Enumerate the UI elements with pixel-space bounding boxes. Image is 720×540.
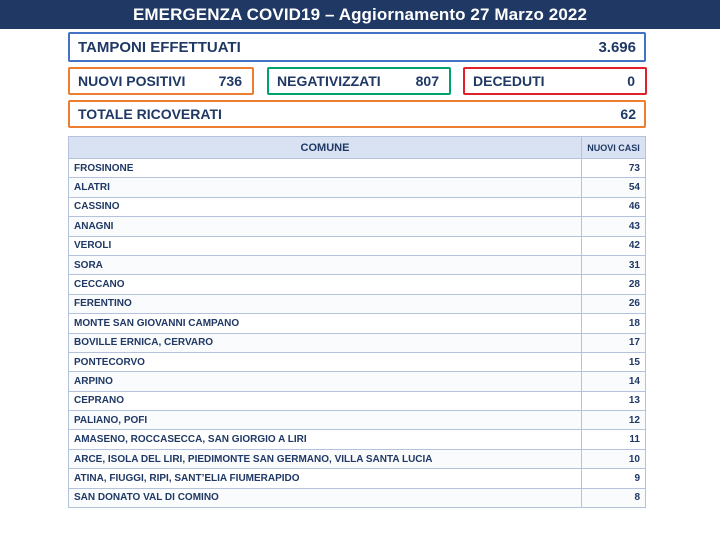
totale-ricoverati-box	[68, 100, 646, 128]
table-row	[69, 314, 646, 333]
comune-cell: PONTECORVO	[69, 352, 582, 371]
table-row	[69, 255, 646, 274]
comune-cell: ANAGNI	[69, 217, 582, 236]
nuovi-positivi-box	[68, 67, 254, 95]
nuovi-casi-cell: 15	[582, 352, 646, 371]
comune-cell: ALATRI	[69, 178, 582, 197]
nuovi-casi-cell: 46	[582, 197, 646, 216]
table-row	[69, 352, 646, 371]
page-title: EMERGENZA COVID19 – Aggiornamento 27 Marzo 2022	[132, 4, 588, 24]
nuovi-casi-cell: 8	[582, 488, 646, 507]
nuovi-casi-cell: 14	[582, 372, 646, 391]
tamponi-label: TAMPONI EFFETTUATI	[78, 38, 241, 56]
nuovi-positivi-value: 736	[218, 73, 242, 89]
table-row	[69, 411, 646, 430]
comune-cell: FERENTINO	[69, 294, 582, 313]
table-row	[69, 469, 646, 488]
nuovi-casi-cell: 18	[582, 314, 646, 333]
table-row	[69, 372, 646, 391]
table-row	[69, 178, 646, 197]
comune-cell: BOVILLE ERNICA, CERVARO	[69, 333, 582, 352]
nuovi-casi-cell: 42	[582, 236, 646, 255]
nuovi-casi-cell: 10	[582, 449, 646, 468]
table-row	[69, 488, 646, 507]
comune-cell: SAN DONATO VAL DI COMINO	[69, 488, 582, 507]
comune-cell: ARPINO	[69, 372, 582, 391]
nuovi-casi-cell: 9	[582, 469, 646, 488]
table-row	[69, 391, 646, 410]
table-row	[69, 294, 646, 313]
table-row	[69, 333, 646, 352]
deceduti-value: 0	[627, 73, 635, 89]
table-row	[69, 449, 646, 468]
comune-cell: AMASENO, ROCCASECCA, SAN GIORGIO A LIRI	[69, 430, 582, 449]
page-title-banner	[0, 0, 720, 29]
table-row	[69, 217, 646, 236]
negativizzati-value: 807	[415, 73, 439, 89]
comune-cell: FROSINONE	[69, 159, 582, 178]
negativizzati-label: NEGATIVIZZATI	[277, 73, 381, 89]
totale-ricoverati-value: 62	[620, 106, 636, 122]
totale-ricoverati-label: TOTALE RICOVERATI	[78, 106, 222, 122]
table-row	[69, 430, 646, 449]
nuovi-casi-cell: 11	[582, 430, 646, 449]
comune-cell: ARCE, ISOLA DEL LIRI, PIEDIMONTE SAN GERMANO, VILLA SANTA LUCIA	[69, 449, 582, 468]
comuni-table	[68, 136, 646, 508]
table-row	[69, 159, 646, 178]
column-header-comune: COMUNE	[69, 137, 582, 159]
nuovi-casi-cell: 26	[582, 294, 646, 313]
nuovi-positivi-label: NUOVI POSITIVI	[78, 73, 186, 89]
comune-cell: VEROLI	[69, 236, 582, 255]
nuovi-casi-cell: 12	[582, 411, 646, 430]
comune-cell: CECCANO	[69, 275, 582, 294]
comune-cell: PALIANO, POFI	[69, 411, 582, 430]
nuovi-casi-cell: 17	[582, 333, 646, 352]
table-header-row	[69, 137, 646, 159]
comune-cell: SORA	[69, 255, 582, 274]
table-row	[69, 197, 646, 216]
comune-cell: CASSINO	[69, 197, 582, 216]
nuovi-casi-cell: 13	[582, 391, 646, 410]
deceduti-box	[463, 67, 647, 95]
negativizzati-box	[267, 67, 451, 95]
nuovi-casi-cell: 28	[582, 275, 646, 294]
comune-cell: CEPRANO	[69, 391, 582, 410]
nuovi-casi-cell: 31	[582, 255, 646, 274]
nuovi-casi-cell: 54	[582, 178, 646, 197]
nuovi-casi-cell: 43	[582, 217, 646, 236]
table-row	[69, 275, 646, 294]
tamponi-value: 3.696	[598, 38, 636, 56]
table-row	[69, 236, 646, 255]
comune-cell: MONTE SAN GIOVANNI CAMPANO	[69, 314, 582, 333]
deceduti-label: DECEDUTI	[473, 73, 545, 89]
table-body	[69, 159, 646, 508]
column-header-nuovi-casi: NUOVI CASI	[582, 137, 646, 159]
nuovi-casi-cell: 73	[582, 159, 646, 178]
tamponi-box	[68, 32, 646, 62]
comune-cell: ATINA, FIUGGI, RIPI, SANT’ELIA FIUMERAPIDO	[69, 469, 582, 488]
